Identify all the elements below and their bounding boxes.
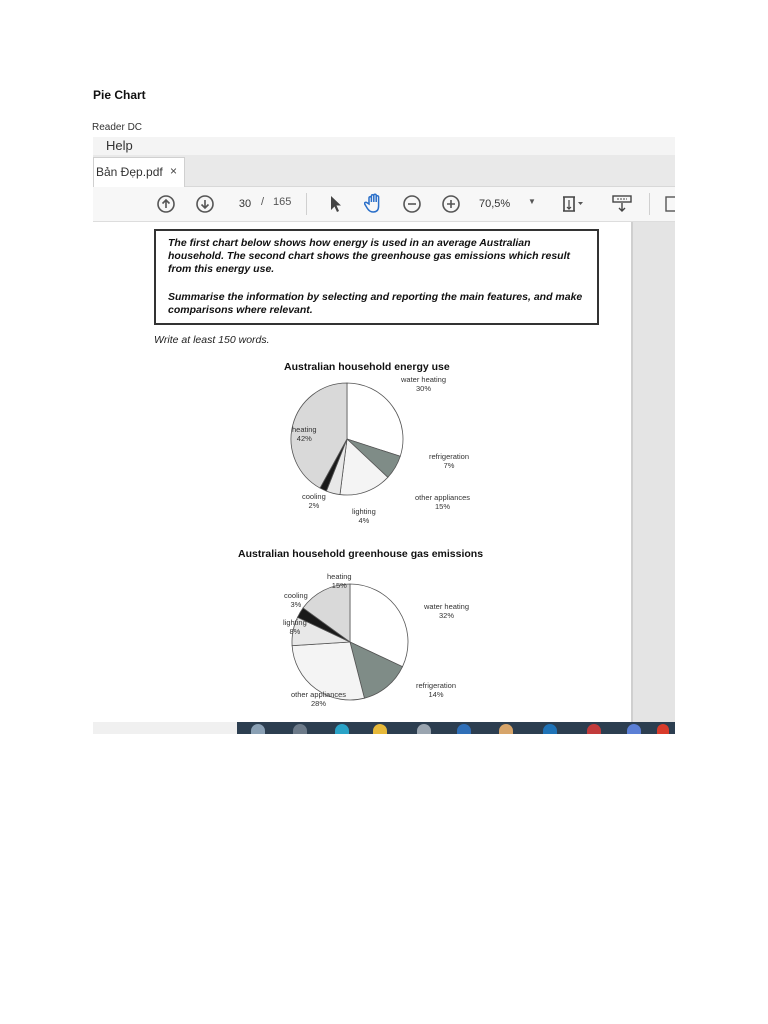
- chart-label: cooling 3%: [284, 591, 308, 609]
- chart-label: other appliances 15%: [415, 493, 471, 511]
- app-name: Reader DC: [92, 122, 143, 133]
- chart-label: other appliances 28%: [291, 690, 347, 708]
- menu-item-help[interactable]: Help: [106, 138, 133, 153]
- app-icon[interactable]: [499, 724, 513, 734]
- taskbar: [237, 722, 675, 734]
- chart-label: heating 15%: [327, 572, 352, 590]
- zoom-level-select[interactable]: 70,5%: [479, 198, 511, 210]
- edge-browser-icon[interactable]: [335, 724, 349, 734]
- comment-icon[interactable]: [665, 195, 675, 218]
- tab-title: Bản Đẹp.pdf: [96, 165, 163, 179]
- page-separator: /: [261, 196, 265, 208]
- store-icon[interactable]: [417, 724, 431, 734]
- chart-label: lighting 4%: [352, 507, 376, 525]
- toolbar: [93, 187, 675, 222]
- chart-label: heating 42%: [292, 425, 317, 443]
- down-arrow-icon[interactable]: [195, 194, 215, 219]
- select-cursor-icon[interactable]: [329, 195, 343, 218]
- chart-label: cooling 2%: [302, 492, 326, 510]
- task-prompt-box: [154, 229, 599, 325]
- tab-document[interactable]: [93, 157, 185, 187]
- word-icon[interactable]: [457, 724, 471, 734]
- up-arrow-icon[interactable]: [156, 194, 176, 219]
- word-count-instruction: Write at least 150 words.: [154, 334, 270, 346]
- acrobat-icon[interactable]: [657, 724, 669, 734]
- fit-page-icon[interactable]: [561, 194, 585, 219]
- chrome-icon[interactable]: [587, 724, 601, 734]
- viewer-scroll-area[interactable]: [633, 222, 675, 722]
- chart-label: lighting 8%: [283, 618, 307, 636]
- chart-title: Australian household greenhouse gas emissions: [238, 548, 484, 560]
- close-icon[interactable]: ×: [170, 164, 178, 178]
- page-total: 165: [273, 196, 292, 208]
- page-number-input[interactable]: 30: [238, 198, 252, 210]
- hand-icon[interactable]: [364, 192, 384, 219]
- task-prompt-text: The first chart below shows how energy is used in an average Australian household. The second chart shows the greenhouse gas emissions which result from this energy use.: [168, 237, 571, 275]
- chevron-down-icon[interactable]: ▼: [528, 197, 536, 206]
- calculator-icon[interactable]: [627, 724, 641, 734]
- toolbar-divider: [649, 193, 650, 215]
- menu-bar: [93, 137, 675, 155]
- zoom-in-icon[interactable]: [441, 194, 461, 219]
- scroll-mode-icon[interactable]: [611, 194, 633, 219]
- chart-label: water heating 32%: [424, 602, 470, 620]
- page-title: Pie Chart: [93, 88, 146, 102]
- toolbar-divider: [306, 193, 307, 215]
- chart-label: refrigeration 14%: [416, 681, 457, 699]
- app-icon[interactable]: [543, 724, 557, 734]
- chart-label: water heating 30%: [401, 375, 447, 393]
- search-icon[interactable]: [251, 724, 265, 734]
- task-prompt-instruction: Summarise the information by selecting and reporting the main features, and make comparisons where relevant.: [168, 291, 583, 316]
- folder-icon[interactable]: [373, 724, 387, 734]
- reader-window: [93, 137, 675, 734]
- chart-label: refrigeration 7%: [429, 452, 470, 470]
- chart-title: Australian household energy use: [284, 361, 450, 373]
- tab-bar: [93, 155, 675, 187]
- document-view[interactable]: [93, 222, 675, 722]
- task-view-icon[interactable]: [293, 724, 307, 734]
- zoom-out-icon[interactable]: [402, 194, 422, 219]
